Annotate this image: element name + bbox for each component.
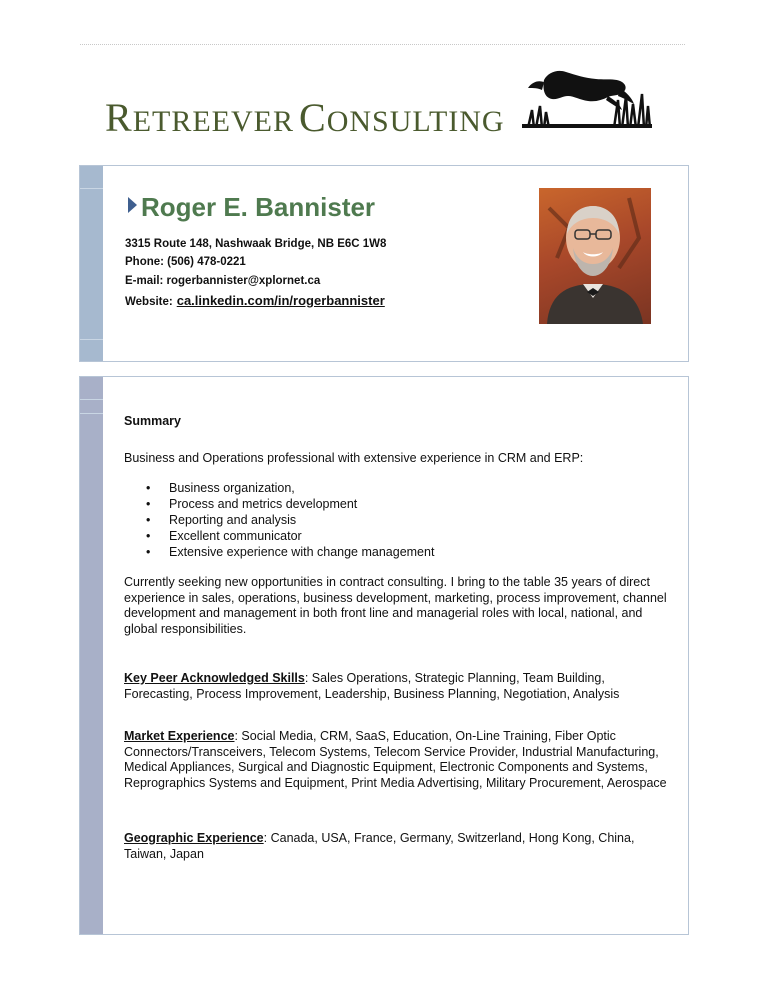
panel-side-bar	[80, 377, 103, 934]
geographic-experience-paragraph: Geographic Experience: Canada, USA, France, Germany, Switzerland, Hong Kong, China, Taiwan, Japan	[124, 831, 635, 861]
side-bar-divider	[80, 339, 103, 340]
summary-bullet-list	[124, 480, 674, 560]
top-dotted-rule	[80, 44, 685, 45]
profile-photo	[539, 188, 651, 324]
geographic-label: Geographic Experience	[124, 831, 264, 845]
email-line: E-mail: rogerbannister@xplornet.ca	[125, 275, 321, 287]
list-item: • Business organization,	[124, 480, 674, 496]
address-line: 3315 Route 148, Nashwaak Bridge, NB E6C 1W8	[125, 238, 387, 250]
summary-heading: Summary	[124, 414, 181, 428]
website-link[interactable]: ca.linkedin.com/in/rogerbannister	[176, 293, 385, 308]
company-logo-text: RETREEVER CONSULTING	[105, 95, 505, 140]
triangle-arrow-icon	[128, 197, 137, 213]
panel-side-bar	[80, 166, 103, 361]
skills-label: Key Peer Acknowledged Skills	[124, 671, 305, 685]
market-experience-paragraph: Market Experience: Social Media, CRM, SaaS, Education, On-Line Training, Fiber Optic Connectors/Transceivers, Telecom Systems, Telecom Service Provider, Industrial Manufacturing, Medical Appliances, Surgical and Diagnostic Equipment, Electronic Components and Systems, Reprographics Systems and Equipment, Print Media Advertising, Military Procurement, Aerospace	[124, 729, 667, 790]
phone-line: Phone: (506) 478-0221	[125, 256, 246, 268]
list-item: • Extensive experience with change management	[124, 544, 674, 560]
portrait-illustration-icon	[539, 188, 651, 324]
list-item: • Excellent communicator	[124, 528, 674, 544]
retriever-dog-logo-icon	[522, 66, 652, 128]
list-item: • Reporting and analysis	[124, 512, 674, 528]
market-label: Market Experience	[124, 729, 235, 743]
website-line: Website: ca.linkedin.com/in/rogerbannister	[125, 293, 385, 308]
summary-seeking-paragraph: Currently seeking new opportunities in contract consulting. I bring to the table 35 years of direct experience in sales, operations, business development, marketing, process improvement, channel development and management in both front line and managerial roles with local, national, and global responsibilities.	[124, 575, 667, 636]
skills-paragraph: Key Peer Acknowledged Skills: Sales Operations, Strategic Planning, Team Building, Forecasting, Process Improvement, Leadership, Business Planning, Negotiation, Analysis	[124, 671, 620, 701]
list-item: • Process and metrics development	[124, 496, 674, 512]
side-bar-divider	[80, 188, 103, 189]
candidate-name: Roger E. Bannister	[128, 192, 375, 223]
summary-intro: Business and Operations professional with extensive experience in CRM and ERP:	[124, 451, 584, 465]
side-bar-divider	[80, 399, 103, 400]
side-bar-divider	[80, 413, 103, 414]
